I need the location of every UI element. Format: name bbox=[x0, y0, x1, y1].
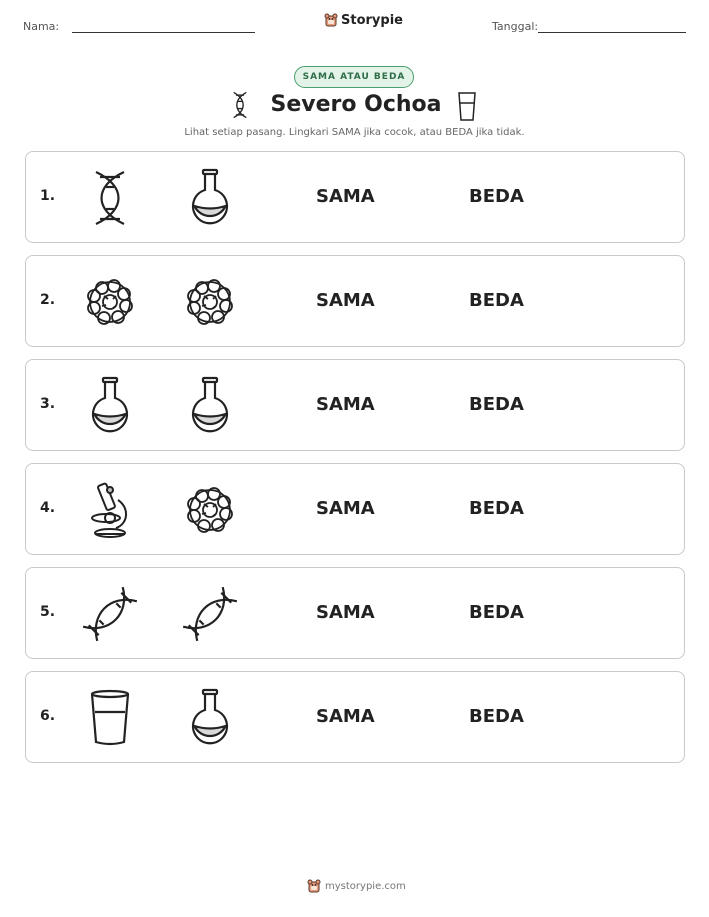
date-line[interactable] bbox=[538, 32, 686, 33]
question-number: 3. bbox=[40, 396, 56, 412]
name-label: Nama: bbox=[23, 20, 60, 33]
different-option[interactable]: BEDA bbox=[469, 498, 524, 519]
microscope-icon bbox=[80, 480, 140, 540]
question-row bbox=[25, 151, 685, 243]
question-number: 1. bbox=[40, 188, 56, 204]
question-number: 5. bbox=[40, 604, 56, 620]
flask-icon bbox=[180, 376, 240, 436]
same-option[interactable]: SAMA bbox=[316, 186, 375, 207]
same-option[interactable]: SAMA bbox=[316, 498, 375, 519]
brain-icon bbox=[180, 272, 240, 332]
flask-icon bbox=[180, 688, 240, 748]
same-option[interactable]: SAMA bbox=[316, 290, 375, 311]
question-number: 2. bbox=[40, 292, 56, 308]
same-option[interactable]: SAMA bbox=[316, 394, 375, 415]
brand-logo bbox=[324, 13, 403, 28]
footer-link[interactable]: mystorypie.com bbox=[325, 881, 406, 892]
question-row bbox=[25, 255, 685, 347]
question-number: 6. bbox=[40, 708, 56, 724]
different-option[interactable]: BEDA bbox=[469, 186, 524, 207]
brain-icon bbox=[180, 480, 240, 540]
flask-icon bbox=[180, 168, 240, 228]
different-option[interactable]: BEDA bbox=[469, 706, 524, 727]
different-option[interactable]: BEDA bbox=[469, 602, 524, 623]
glass-icon bbox=[457, 90, 477, 126]
dna-diagonal-icon bbox=[180, 584, 240, 644]
instructions: Lihat setiap pasang. Lingkari SAMA jika cocok, atau BEDA jika tidak. bbox=[184, 127, 525, 138]
storypie-mascot-icon bbox=[307, 879, 321, 894]
brain-icon bbox=[80, 272, 140, 332]
storypie-mascot-icon bbox=[324, 13, 338, 28]
dna-icon bbox=[231, 90, 249, 124]
dna-diagonal-icon bbox=[80, 584, 140, 644]
question-row bbox=[25, 463, 685, 555]
flask-icon bbox=[80, 376, 140, 436]
date-label: Tanggal: bbox=[492, 20, 539, 33]
glass-icon bbox=[80, 688, 140, 748]
footer bbox=[307, 879, 406, 894]
question-row bbox=[25, 359, 685, 451]
question-row bbox=[25, 567, 685, 659]
dna-icon bbox=[80, 168, 140, 228]
same-option[interactable]: SAMA bbox=[316, 706, 375, 727]
page-title: Severo Ochoa bbox=[270, 92, 442, 117]
activity-badge: SAMA ATAU BEDA bbox=[294, 66, 414, 88]
question-row bbox=[25, 671, 685, 763]
question-number: 4. bbox=[40, 500, 56, 516]
different-option[interactable]: BEDA bbox=[469, 394, 524, 415]
brand-name: Storypie bbox=[341, 13, 403, 28]
different-option[interactable]: BEDA bbox=[469, 290, 524, 311]
same-option[interactable]: SAMA bbox=[316, 602, 375, 623]
name-line[interactable] bbox=[72, 32, 255, 33]
